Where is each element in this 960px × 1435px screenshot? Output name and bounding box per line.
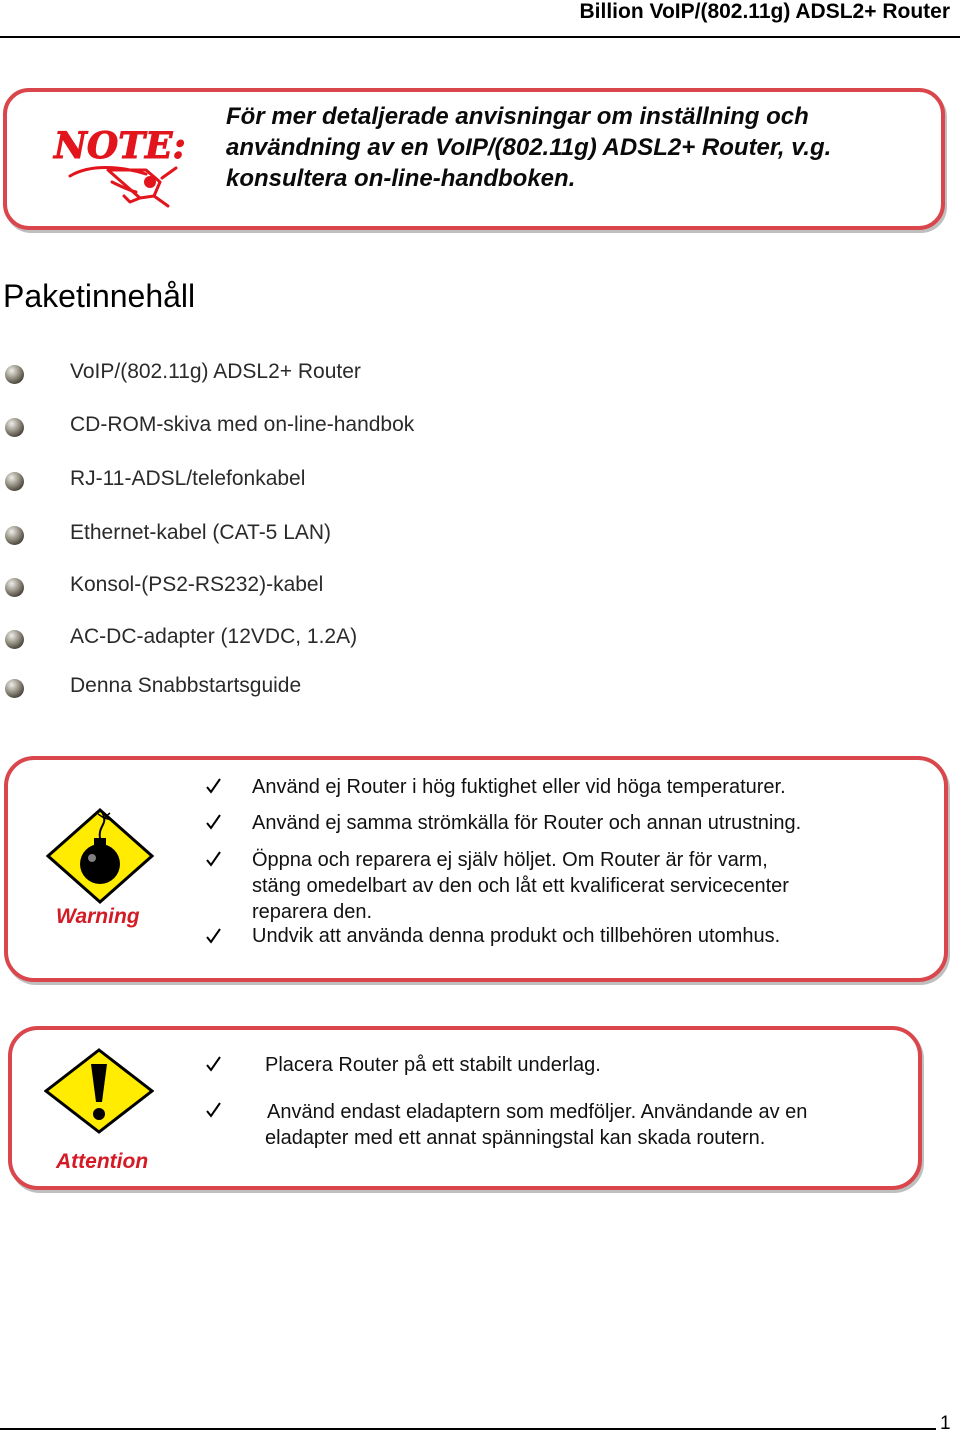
bomb-warning-icon [46, 808, 154, 904]
list-item-label: RJ-11-ADSL/telefonkabel [70, 467, 306, 490]
warning-item: Använd ej samma strömkälla för Router och annan utrustning. [252, 812, 802, 834]
document-header-title: Billion VoIP/(802.11g) ADSL2+ Router [579, 0, 950, 23]
note-line: konsultera on-line-handboken. [226, 165, 576, 192]
sphere-bullet-icon [5, 418, 24, 437]
checkmark-icon [205, 1102, 221, 1118]
attention-item: Använd endast eladaptern som medföljer. Användande av en [267, 1101, 808, 1123]
section-title: Paketinnehåll [3, 278, 196, 314]
list-item [0, 413, 600, 443]
list-item-label: Konsol-(PS2-RS232)-kabel [70, 573, 324, 596]
warning-caption: Warning [56, 905, 140, 928]
warning-item: Öppna och reparera ej själv höljet. Om Router är för varm, [252, 849, 768, 871]
sphere-bullet-icon [5, 578, 24, 597]
warning-item-continued: stäng omedelbart av den och låt ett kvalificerat servicecenter [252, 875, 789, 897]
checkmark-icon [205, 814, 221, 830]
checkmark-icon [205, 928, 221, 944]
exclamation-attention-icon [44, 1048, 154, 1134]
page-number: 1 [940, 1413, 951, 1434]
list-item-label: Denna Snabbstartsguide [70, 674, 302, 697]
warning-item-continued: reparera den. [252, 901, 373, 923]
checkmark-icon [205, 851, 221, 867]
attention-item: Placera Router på ett stabilt underlag. [265, 1054, 601, 1076]
list-item-label: VoIP/(802.11g) ADSL2+ Router [70, 360, 361, 383]
list-item [0, 467, 600, 497]
warning-item: Undvik att använda denna produkt och tillbehören utomhus. [252, 925, 781, 947]
list-item [0, 360, 600, 390]
sphere-bullet-icon [5, 630, 24, 649]
note-text [226, 101, 926, 194]
sphere-bullet-icon [5, 679, 24, 698]
list-item [0, 573, 600, 603]
sphere-bullet-icon [5, 365, 24, 384]
header-divider [0, 36, 960, 38]
checkmark-icon [205, 778, 221, 794]
list-item-label: AC-DC-adapter (12VDC, 1.2A) [70, 625, 358, 648]
sphere-bullet-icon [5, 526, 24, 545]
note-line: användning av en VoIP/(802.11g) ADSL2+ Router, v.g. [226, 134, 832, 161]
note-logo-icon [50, 112, 190, 212]
sphere-bullet-icon [5, 472, 24, 491]
list-item-label: CD-ROM-skiva med on-line-handbok [70, 413, 415, 436]
note-logo-text: NOTE: [54, 125, 186, 167]
list-item-label: Ethernet-kabel (CAT-5 LAN) [70, 521, 332, 544]
warning-item: Använd ej Router i hög fuktighet eller vid höga temperaturer. [252, 776, 786, 798]
checkmark-icon [205, 1056, 221, 1072]
attention-caption: Attention [56, 1150, 149, 1173]
list-item [0, 625, 600, 655]
footer-divider [0, 1428, 936, 1430]
attention-item-continued: eladapter med ett annat spänningstal kan skada routern. [265, 1127, 766, 1149]
note-line: För mer detaljerade anvisningar om inställning och [226, 103, 809, 130]
list-item [0, 521, 600, 551]
list-item [0, 674, 600, 704]
